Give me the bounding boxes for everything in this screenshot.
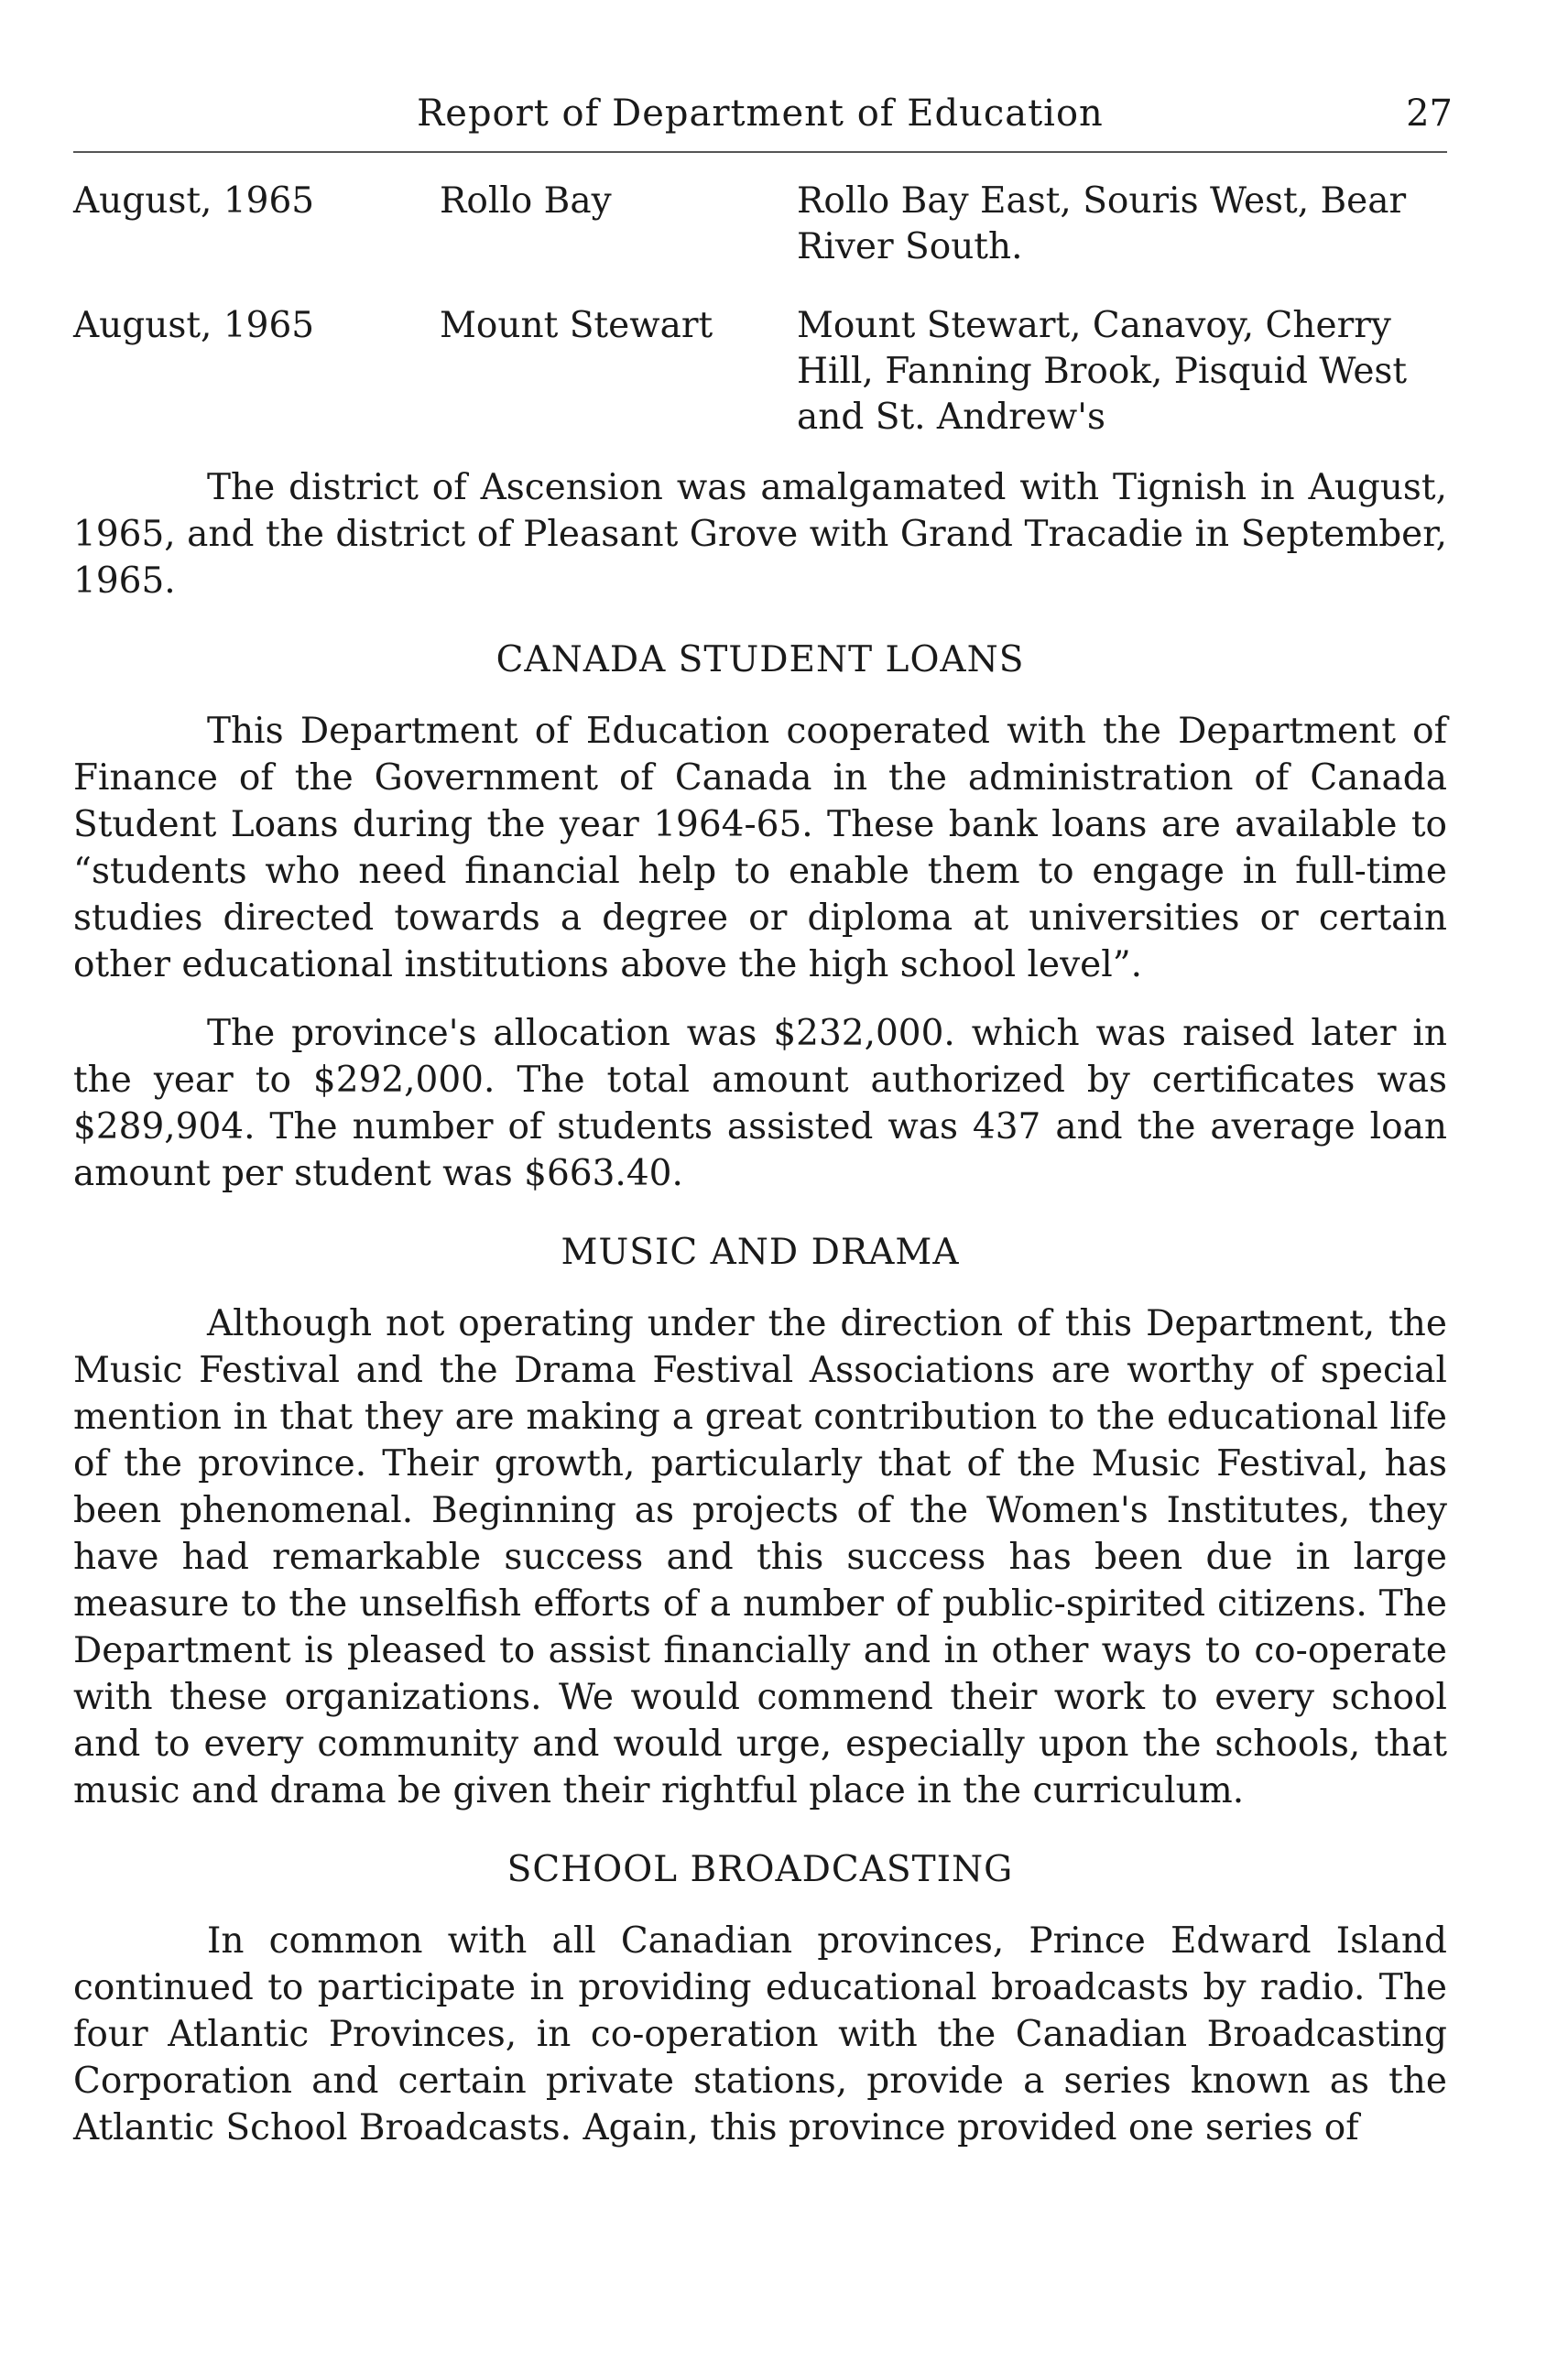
amalgamation-note: The district of Ascension was amalgamated with Tignish in August, 1965, and the district of Pleasant Grove with Grand Tracadie in September, 1965.	[73, 467, 1447, 602]
schedule-date: August, 1965	[73, 180, 315, 222]
document-page	[73, 87, 1453, 2151]
page-number: 27	[1406, 92, 1453, 135]
paragraph: In common with all Canadian provinces, Prince Edward Island continued to participate in providing educational broadcasts by radio. The four Atlantic Provinces, in co-operation with the Canadian Broadcasting Corporation and certain private stations, provide a series known as the Atlantic School Broadcasts. Again, this province provided one series of	[73, 1920, 1447, 2148]
running-header	[73, 87, 1453, 153]
schedule-districts: Mount Stewart, Canavoy, Cherry Hill, Fanning Brook, Pisquid West and St. Andrew's	[797, 305, 1408, 438]
schedule-row	[73, 179, 1447, 270]
schedule-place: Rollo Bay	[440, 180, 612, 222]
schedule-date: August, 1965	[73, 305, 315, 346]
amalgamation-schedule	[73, 179, 1447, 440]
section-heading-student-loans: CANADA STUDENT LOANS	[495, 639, 1025, 680]
running-title: Report of Department of Education	[417, 92, 1104, 135]
schedule-row	[73, 303, 1447, 440]
paragraph: Although not operating under the direction of this Department, the Music Festival and the Drama Festival Associations are worthy of special mention in that they are making a great contribution to the educational life of the province. Their growth, particularly that of the Music Festival, has been phenomenal. Beginning as projects of the Women's Institutes, they have had remarkable success and this success has been due in large measure to the unselfish efforts of a number of public-spirited citizens. The Department is pleased to assist financially and in other ways to co-operate with these organizations. We would commend their work to every school and to every community and would urge, especially upon the schools, that music and drama be given their rightful place in the curriculum.	[73, 1303, 1447, 1811]
paragraph: This Department of Education cooperated with the Department of Finance of the Government of Canada in the administration of Canada Student Loans during the year 1964-65. These bank loans are available to “students who need financial help to enable them to engage in full-time studies directed towards a degree or diploma at universities or certain other educational institutions above the high school level”.	[73, 711, 1447, 985]
paragraph: The province's allocation was $232,000. which was raised later in the year to $292,000. The total amount authorized by certificates was $289,904. The number of students assisted was 437 and the average loan amount per student was $663.40.	[73, 1013, 1447, 1194]
section-heading-music-drama: MUSIC AND DRAMA	[561, 1232, 960, 1273]
schedule-place: Mount Stewart	[440, 305, 713, 346]
section-heading-school-broadcasting: SCHOOL BROADCASTING	[506, 1849, 1014, 1890]
schedule-districts: Rollo Bay East, Souris West, Bear River South.	[797, 180, 1407, 267]
